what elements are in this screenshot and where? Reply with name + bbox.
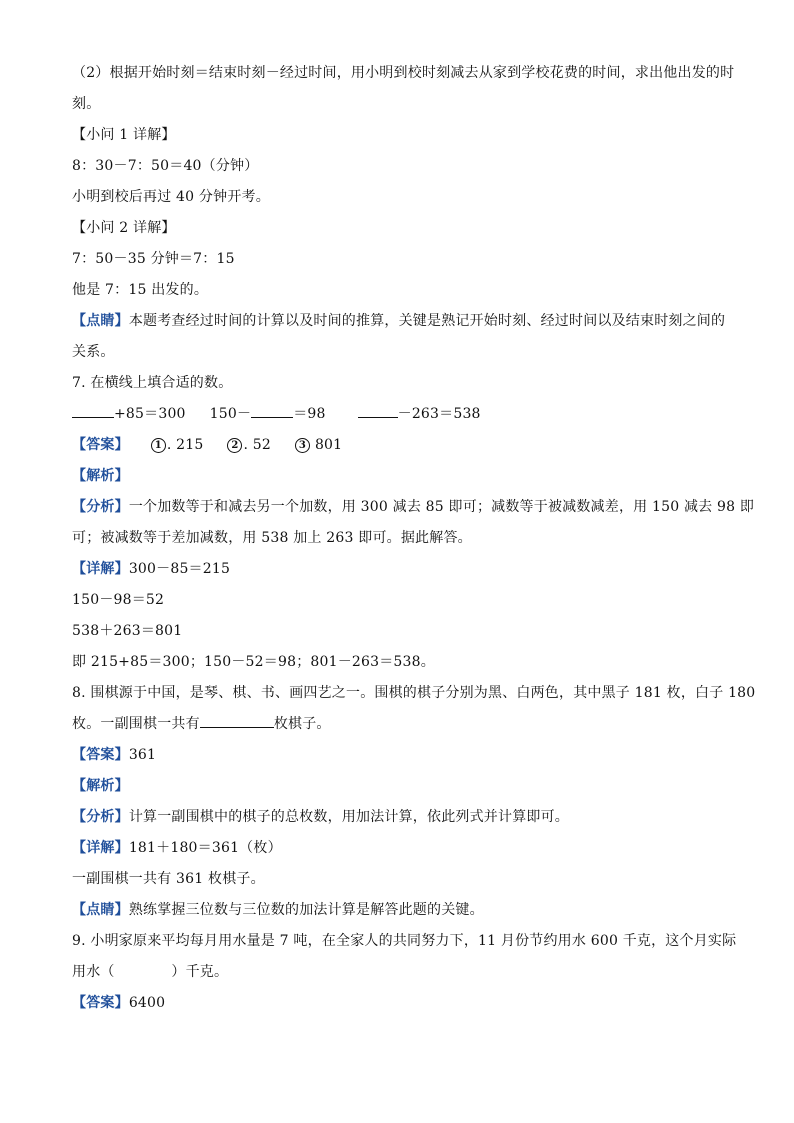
circled-number-2: 2 [227,438,242,453]
text-line: 538＋263＝801 [72,623,183,639]
answer-tag: 【答案】 [72,995,129,1011]
answer-blank [358,402,398,418]
section-heading: 【小问 1 详解】 [72,127,176,143]
note-tag: 【点睛】 [72,902,129,918]
text-line: 他是 7：15 出发的。 [72,282,209,298]
analysis-tag: 【解析】 [72,468,129,484]
text-line: 刻。 [72,96,101,112]
equation-part: 150－ [209,406,252,422]
note-line [72,306,724,337]
answer-tag: 【答案】 [72,747,129,763]
analysis-line [72,802,724,833]
section-heading: 【小问 2 详解】 [72,220,176,236]
question-7-blanks [72,399,724,430]
text-line: 8：30－7：50＝40（分钟） [72,158,259,174]
analysis-line [72,492,755,523]
answer-line [72,740,724,771]
text-line: 可；被减数等于差加减数，用 538 加上 263 即可。据此解答。 [72,530,472,546]
analysis-heading [72,771,724,802]
detail-line [72,833,724,864]
detail-line [72,554,724,585]
question-9-title: 9. 小明家原来平均每月用水量是 7 吨，在全家人的共同努力下，11 月份节约用水 600 千克，这个月实际 [72,933,737,949]
text-line: （2）根据开始时刻＝结束时刻－经过时间，用小明到校时刻减去从家到学校花费的时间，求出他出发的时 [72,65,735,81]
detail-tag: 【详解】 [72,561,129,577]
question-7-title: 7. 在横线上填合适的数。 [72,375,233,391]
note-text: 本题考查经过时间的计算以及时间的推算，关键是熟记开始时刻、经过时间以及结束时刻之间的 [128,313,726,329]
question-8-title: 8. 围棋源于中国，是琴、棋、书、画四艺之一。围棋的棋子分别为黑、白两色，其中黑子 181 枚，白子 180 [72,685,756,701]
equation-part: +85＝300 [114,406,186,422]
answer-blank [200,712,274,728]
circled-number-1: 1 [151,438,166,453]
equation-part: －263＝538 [397,406,481,422]
text-line: 7：50－35 分钟＝7：15 [72,251,235,267]
text-line: 用水（ ）千克。 [72,964,229,980]
answer-value: . 215 [166,437,204,453]
answer-blank [72,402,114,418]
answer-value: 801 [314,437,343,453]
equation-part: ＝98 [293,406,326,422]
detail-text: 300－85＝215 [128,561,231,577]
question-8-blank-line [72,709,724,740]
text-line: 一副围棋一共有 361 枚棋子。 [72,871,265,887]
analysis-text: 一个加数等于和减去另一个加数，用 300 减去 85 即可；减数等于被减数减差，用 150 减去 98 即 [128,499,755,515]
document-page [72,58,756,1019]
note-text: 熟练掌握三位数与三位数的加法计算是解答此题的关键。 [128,902,484,918]
answer-tag: 【答案】 [72,437,129,453]
text-line: 即 215+85＝300；150－52＝98；801－263＝538。 [72,654,435,670]
text-line: 小明到校后再过 40 分钟开考。 [72,189,270,205]
answer-line [72,430,724,461]
analysis-heading [72,461,724,492]
answer-value: 6400 [128,995,166,1011]
note-line [72,895,724,926]
text-part: 枚。一副围棋一共有 [72,716,200,732]
detail-tag: 【详解】 [72,840,129,856]
answer-blank [251,402,293,418]
analysis-tag: 【分析】 [72,809,129,825]
detail-text: 181＋180＝361（枚） [128,840,282,856]
analysis-tag: 【分析】 [72,499,129,515]
text-line: 关系。 [72,344,115,360]
analysis-text: 计算一副围棋中的棋子的总枚数，用加法计算，依此列式并计算即可。 [128,809,570,825]
circled-number-3: 3 [295,438,310,453]
answer-value: . 52 [243,437,271,453]
analysis-tag: 【解析】 [72,778,129,794]
note-tag: 【点睛】 [72,313,129,329]
answer-value: 361 [128,747,157,763]
answer-line [72,988,724,1019]
text-line: 150－98＝52 [72,592,165,608]
text-part: 枚棋子。 [273,716,331,732]
